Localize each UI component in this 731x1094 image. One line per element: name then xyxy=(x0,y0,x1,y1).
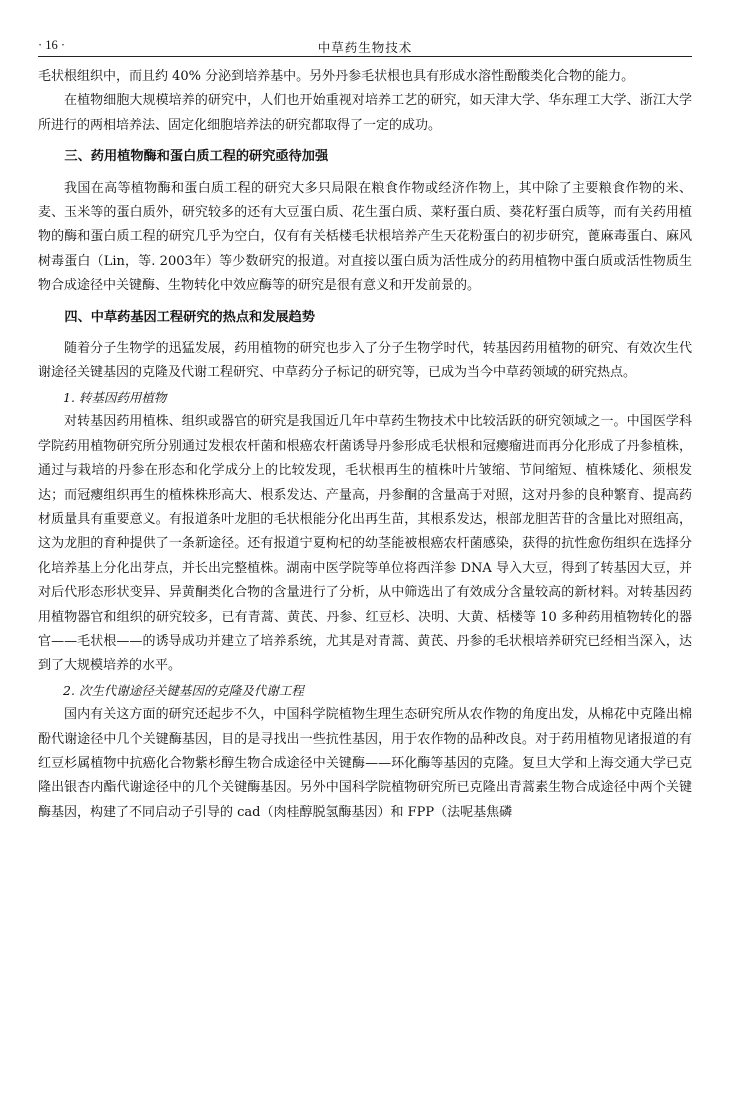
running-title: 中草药生物技术 xyxy=(317,40,413,55)
paragraph-cell-culture: 在植物细胞大规模培养的研究中，人们也开始重视对培养工艺的研究，如天津大学、华东理工大学、浙江大学所进行的两相培养法、固定化细胞培养法的研究都取得了一定的成功。 xyxy=(38,93,692,133)
paragraph-transgenic: 对转基因药用植株、组织或器官的研究是我国近几年中草药生物技术中比较活跃的研究领域之一。中国医学科学院药用植物研究所分别通过发根农杆菌和根癌农杆菌诱导丹参形成毛状根和冠瘿瘤进而再分化形成了丹参植株，通过与栽培的丹参在形态和化学成分上的比较发现，毛状根再生的植株叶片皱缩、节间缩短、植株矮化、须根发达；而冠瘿组织再生的植株株形高大、根系发达、产量高，丹参酮的含量高于对照，这对丹参的良种繁育、提高药材质量具有重要意义。有报道条叶龙胆的毛状根能分化出再生苗，其根系发达，根部龙胆苦苷的含量比对照组高，这为龙胆的育种提供了一条新途径。还有报道宁夏枸杞的幼茎能被根癌农杆菌感染，获得的抗性愈伤组织在选择分化培养基上分化出芽点，并长出完整植株。湖南中医学院等单位将西洋参 DNA 导入大豆，得到了转基因大豆，并对后代形态形状变异、异黄酮类化合物的含量进行了分析，从中筛选出了有效成分含量较高的新材料。对转基因药用植物器官和组织的研究较多，已有青蒿、黄芪、丹参、红豆杉、决明、大黄、栝楼等 10 多种药用植物转化的器官——毛状根——的诱导成功并建立了培养系统，尤其是对青蒿、黄芪、丹参的毛状根培养研究已经相当深入，达到了大规模培养的水平。 xyxy=(38,414,692,674)
subheading-gene-cloning: 2. 次生代谢途径关键基因的克隆及代谢工程 xyxy=(63,682,304,698)
page-number: · 16 · xyxy=(38,38,66,52)
paragraph-enzyme-protein: 我国在高等植物酶和蛋白质工程的研究大多只局限在粮食作物或经济作物上，其中除了主要粮食作物的米、麦、玉米等的蛋白质外，研究较多的还有大豆蛋白质、花生蛋白质、菜籽蛋白质、葵花籽蛋白质等，而有关药用植物的酶和蛋白质工程的研究几乎为空白，仅有有关栝楼毛状根培养产生天花粉蛋白的初步研究，蓖麻毒蛋白、麻风树毒蛋白（Lin，等. 2003年）等少数研究的报道。对直接以蛋白质为活性成分的药用植物中蛋白质或活性物质生物合成途径中关键酶、生物转化中效应酶等的研究是很有意义和开发前景的。 xyxy=(38,180,692,294)
paragraph-continued: 毛状根组织中，而且约 40% 分泌到培养基中。另外丹参毛状根也具有形成水溶性酚酸类化合物的能力。 xyxy=(38,69,635,84)
paragraph-gene-engineering: 随着分子生物学的迅猛发展，药用植物的研究也步入了分子生物学时代，转基因药用植物的研究、有效次生代谢途径关键基因的克隆及代谢工程研究、中草药分子标记的研究等，已成为当今中草药领域的研究热点。 xyxy=(38,341,692,381)
subheading-transgenic: 1. 转基因药用植物 xyxy=(63,389,167,405)
running-header xyxy=(38,34,692,57)
paragraph-gene-cloning: 国内有关这方面的研究还起步不久，中国科学院植物生理生态研究所从农作物的角度出发，从棉花中克隆出棉酚代谢途径中几个关键酶基因，目的是寻找出一些抗性基因，用于农作物的品种改良。对于药用植物见诸报道的有红豆杉属植物中抗癌化合物紫杉醇生物合成途径中关键酶——环化酶等基因的克隆。复旦大学和上海交通大学已克隆出银杏内酯代谢途径中的几个关键酶基因。另外中国科学院植物研究所已克隆出青蒿素生物合成途径中两个关键酶基因，构建了不同启动子引导的 cad（肉桂醇脱氢酶基因）和 FPP（法呢基焦磷 xyxy=(38,707,692,820)
section-heading-4: 四、中草药基因工程研究的热点和发展趋势 xyxy=(64,309,315,325)
book-page xyxy=(38,34,692,825)
section-heading-3: 三、药用植物酶和蛋白质工程的研究亟待加强 xyxy=(64,149,329,165)
